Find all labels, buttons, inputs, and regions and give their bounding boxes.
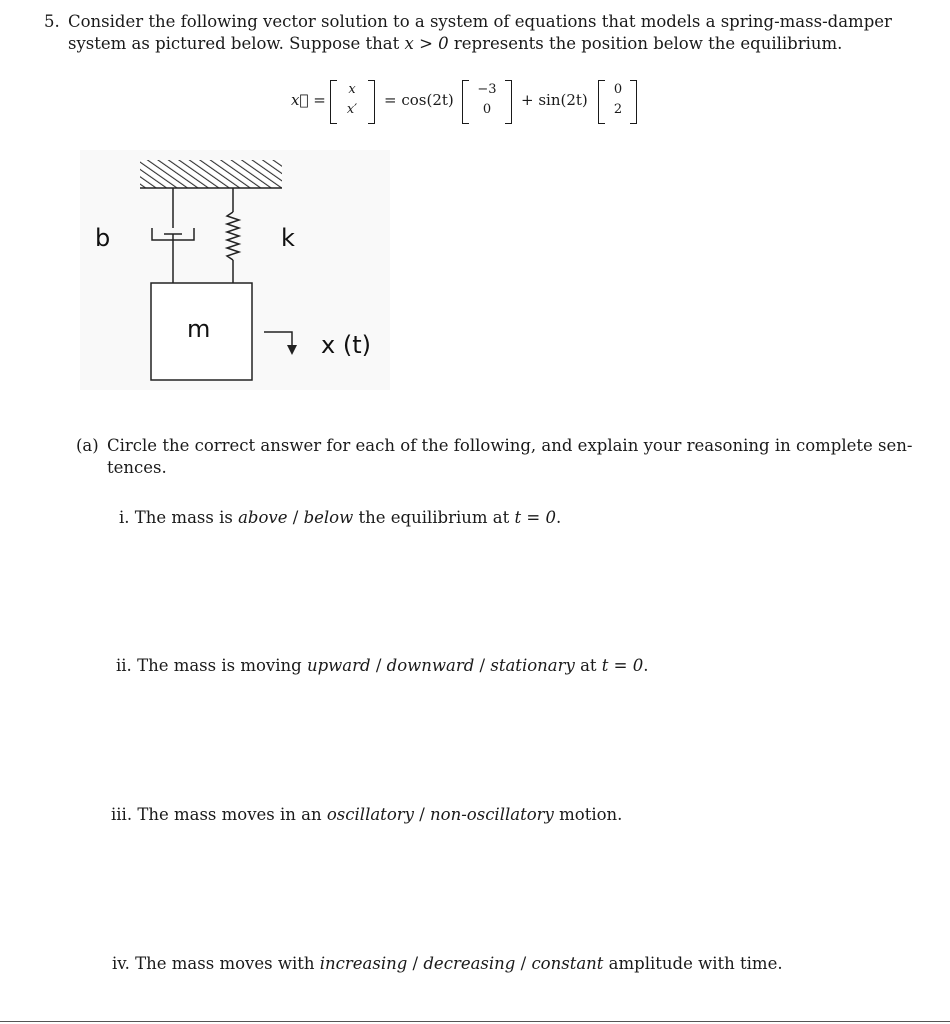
problem-number: 5. <box>44 12 60 31</box>
option-above[interactable]: above <box>238 508 288 527</box>
problem-line-1: Consider the following vector solution to a system of equations that models a spring-mass-damper <box>68 12 892 31</box>
vec3-entries <box>608 80 628 120</box>
mass-label: m <box>187 315 211 343</box>
problem-line-2-text-a: system as pictured below. Suppose that <box>68 34 405 53</box>
item-math: t = 0 <box>601 656 644 675</box>
question-item-ii: ii. The mass is moving upward / downward / stationary at t = 0. <box>116 656 649 675</box>
vec3-bottom: 2 <box>613 102 623 117</box>
problem-line-2-text-b: represents the position below the equilibrium. <box>448 34 843 53</box>
part-a-line-1: Circle the correct answer for each of the following, and explain your reasoning in complete sen- <box>107 436 913 455</box>
vec2-left-bracket <box>462 80 469 124</box>
option-constant[interactable]: constant <box>531 954 604 973</box>
question-item-i: i. The mass is above / below the equilibrium at t = 0. <box>119 508 562 527</box>
bottom-rule <box>0 1021 950 1022</box>
equation-lhs: x⃗ = <box>291 91 326 109</box>
problem-line-2 <box>68 33 842 55</box>
problem-line-2-math: x > 0 <box>404 34 449 53</box>
vec3-top: 0 <box>613 82 623 97</box>
item-number: iii. <box>111 805 133 824</box>
question-item-iv: iv. The mass moves with increasing / decreasing / constant amplitude with time. <box>112 954 783 973</box>
item-number: ii. <box>116 656 132 675</box>
part-a-label: (a) <box>76 436 99 455</box>
item-text: The mass is moving <box>137 656 307 675</box>
option-non-oscillatory[interactable]: non-oscillatory <box>430 805 554 824</box>
damper-label: b <box>95 224 111 252</box>
item-number: iv. <box>112 954 130 973</box>
vec1-bottom: x′ <box>346 102 358 117</box>
spring-label: k <box>281 224 295 252</box>
option-oscillatory[interactable]: oscillatory <box>326 805 414 824</box>
option-below[interactable]: below <box>303 508 354 527</box>
option-downward[interactable]: downward <box>386 656 475 675</box>
vec1-right-bracket <box>368 80 375 124</box>
position-label: x (t) <box>321 331 371 359</box>
vec2-right-bracket <box>505 80 512 124</box>
item-number: i. <box>119 508 130 527</box>
equation-cos-term: = cos(2t) <box>384 91 454 109</box>
equation-sin-term: + sin(2t) <box>521 91 588 109</box>
item-text: The mass moves in an <box>137 805 327 824</box>
part-a-line-2: tences. <box>107 458 167 477</box>
option-upward[interactable]: upward <box>306 656 371 675</box>
option-stationary[interactable]: stationary <box>490 656 575 675</box>
item-text: The mass is <box>134 508 239 527</box>
vec1-top: x <box>348 82 356 97</box>
vec2-top: −3 <box>477 82 497 97</box>
vec1-left-bracket <box>330 80 337 124</box>
option-decreasing[interactable]: decreasing <box>423 954 516 973</box>
option-increasing[interactable]: increasing <box>319 954 408 973</box>
item-math: t = 0 <box>514 508 556 527</box>
vec3-left-bracket <box>598 80 605 124</box>
ceiling-hatch <box>140 160 282 188</box>
question-item-iii: iii. The mass moves in an oscillatory / non-oscillatory motion. <box>111 805 623 824</box>
vec3-right-bracket <box>630 80 637 124</box>
vec1-entries <box>340 80 364 120</box>
vec2-entries <box>472 80 502 120</box>
vec2-bottom: 0 <box>482 102 492 117</box>
item-text: The mass moves with <box>135 954 320 973</box>
